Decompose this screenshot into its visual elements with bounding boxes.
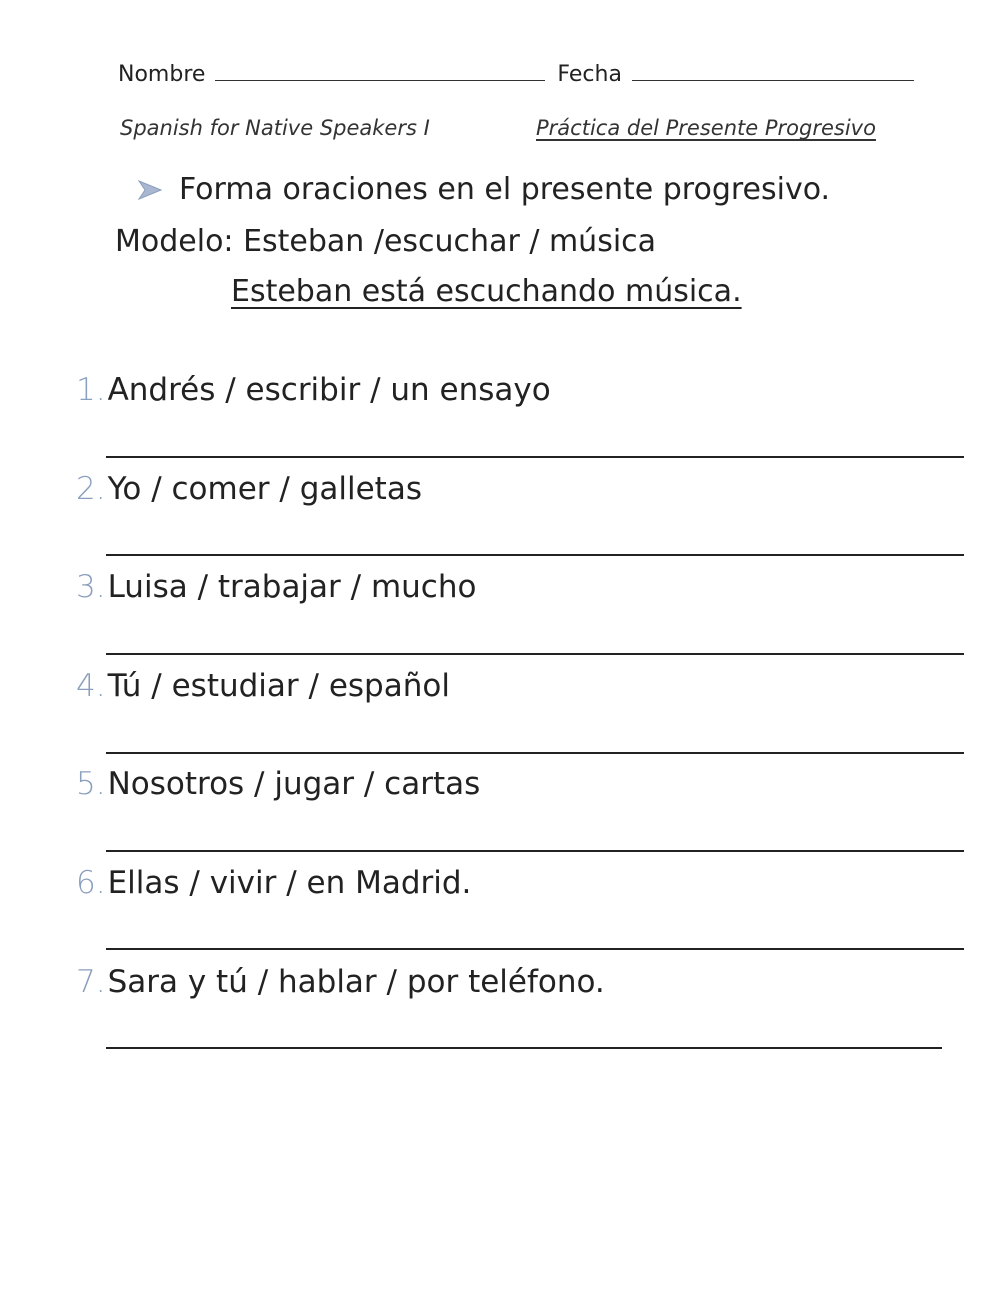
item-number: 3. <box>76 569 106 605</box>
name-date-row <box>118 62 914 87</box>
exercise-item <box>76 569 476 605</box>
item-prompt: Luisa / trabajar / mucho <box>107 569 477 605</box>
exercise-item <box>76 766 480 802</box>
course-title: Spanish for Native Speakers I <box>120 116 430 140</box>
answer-line[interactable] <box>106 456 964 458</box>
answer-line[interactable] <box>106 752 964 754</box>
instruction <box>137 172 830 207</box>
item-number: 4. <box>76 668 106 704</box>
exercise-item <box>76 668 450 704</box>
item-prompt: Yo / comer / galletas <box>107 471 422 507</box>
exercise-item <box>76 372 551 408</box>
item-number: 6. <box>76 865 106 901</box>
name-label: Nombre <box>118 62 206 87</box>
item-prompt: Sara y tú / hablar / por teléfono. <box>107 964 605 1000</box>
item-number: 5. <box>76 766 106 802</box>
answer-line[interactable] <box>106 653 964 655</box>
item-prompt: Andrés / escribir / un ensayo <box>107 372 551 408</box>
item-prompt: Tú / estudiar / español <box>107 668 450 704</box>
exercise-item <box>76 964 605 1000</box>
item-number: 2. <box>76 471 106 507</box>
exercise-item <box>76 865 471 901</box>
answer-line[interactable] <box>106 948 964 950</box>
item-number: 1. <box>76 372 106 408</box>
instruction-text: Forma oraciones en el presente progresivo. <box>179 172 831 207</box>
item-number: 7. <box>76 964 106 1000</box>
name-field[interactable] <box>215 62 545 81</box>
exercise-item <box>76 471 422 507</box>
answer-line[interactable] <box>106 1047 942 1049</box>
answer-line[interactable] <box>106 554 964 556</box>
item-prompt: Ellas / vivir / en Madrid. <box>107 865 472 901</box>
model-answer: Esteban está escuchando música. <box>231 274 742 309</box>
date-label: Fecha <box>557 62 622 87</box>
answer-line[interactable] <box>106 850 964 852</box>
model-prompt: Modelo: Esteban /escuchar / música <box>115 224 657 259</box>
date-field[interactable] <box>632 62 914 81</box>
arrow-right-icon <box>137 179 163 201</box>
item-prompt: Nosotros / jugar / cartas <box>107 766 481 802</box>
practice-title: Práctica del Presente Progresivo <box>536 116 876 140</box>
